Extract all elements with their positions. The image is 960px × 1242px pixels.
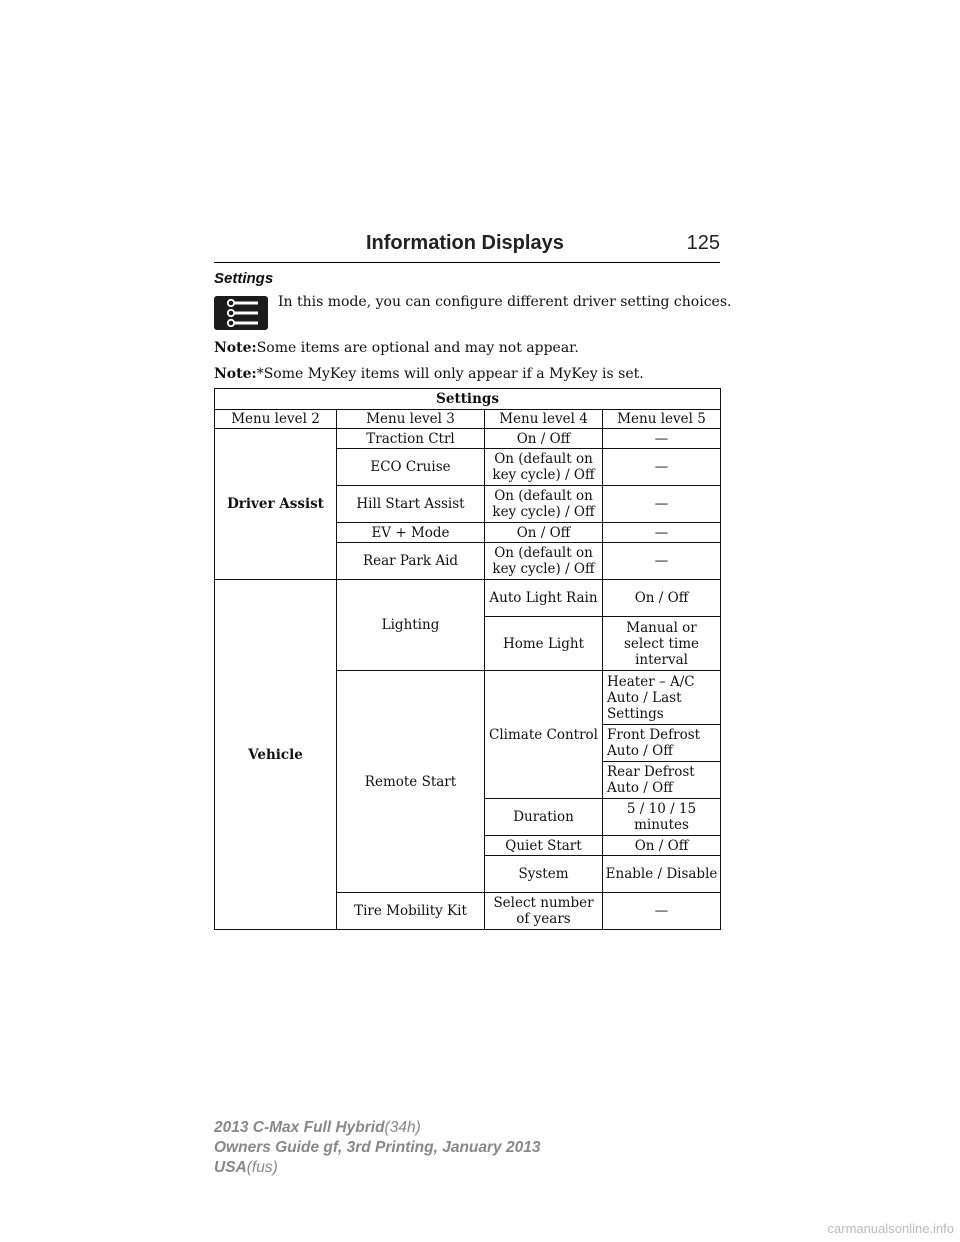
table-cell: On / Off	[603, 836, 721, 856]
note-label: Note:	[214, 340, 257, 356]
footer-edition: Owners Guide gf, 3rd Printing, January 2013	[214, 1139, 541, 1156]
table-cell: 5 / 10 / 15 minutes	[603, 799, 721, 836]
settings-list-icon	[214, 296, 268, 330]
table-cell: Quiet Start	[485, 836, 603, 856]
chapter-title: Information Displays	[366, 232, 564, 254]
table-cell: Manual or select time interval	[603, 617, 721, 671]
column-header: Menu level 4	[485, 410, 603, 429]
table-row	[215, 580, 721, 617]
table-cell: Home Light	[485, 617, 603, 671]
table-cell: —	[603, 893, 721, 930]
table-cell: Remote Start	[337, 671, 485, 893]
group-vehicle: Vehicle	[215, 580, 337, 930]
table-cell: Hill Start Assist	[337, 486, 485, 523]
table-cell: On / Off	[485, 523, 603, 543]
table-cell: Rear Defrost Auto / Off	[603, 762, 721, 799]
table-cell: —	[603, 523, 721, 543]
table-cell: Rear Park Aid	[337, 543, 485, 580]
table-cell: EV + Mode	[337, 523, 485, 543]
settings-table	[214, 388, 721, 930]
table-row	[215, 429, 721, 449]
note-text: Some items are optional and may not appear.	[256, 340, 579, 356]
footer-model: 2013 C-Max Full Hybrid	[214, 1119, 385, 1136]
table-cell: Duration	[485, 799, 603, 836]
footer-market: USA	[214, 1159, 247, 1176]
page-header	[214, 230, 720, 263]
table-header-row	[215, 410, 721, 429]
document-footer	[214, 1118, 540, 1178]
footer-model-code: (34h)	[384, 1119, 421, 1136]
table-cell: On (default on key cycle) / Off	[485, 486, 603, 523]
table-cell: —	[603, 486, 721, 523]
table-cell: On (default on key cycle) / Off	[485, 449, 603, 486]
table-title-row	[215, 389, 721, 410]
table-cell: —	[603, 449, 721, 486]
table-title: Settings	[215, 389, 721, 410]
footer-market-code: (fus)	[246, 1159, 278, 1176]
table-cell: Traction Ctrl	[337, 429, 485, 449]
table-cell: On / Off	[603, 580, 721, 617]
section-intro: In this mode, you can configure different driver setting choices.	[278, 294, 732, 310]
note-text: *Some MyKey items will only appear if a MyKey is set.	[256, 366, 644, 382]
table-cell: Enable / Disable	[603, 856, 721, 893]
table-cell: Select number of years	[485, 893, 603, 930]
section-title: Settings	[214, 270, 274, 287]
note	[214, 366, 644, 382]
table-cell: Front Defrost Auto / Off	[603, 725, 721, 762]
column-header: Menu level 5	[603, 410, 721, 429]
table-cell: —	[603, 543, 721, 580]
column-header: Menu level 2	[215, 410, 337, 429]
table-cell: Heater – A/C Auto / Last Settings	[603, 671, 721, 725]
table-cell: Climate Control	[485, 671, 603, 799]
table-cell: Tire Mobility Kit	[337, 893, 485, 930]
column-header: Menu level 3	[337, 410, 485, 429]
table-cell: System	[485, 856, 603, 893]
table-cell: ECO Cruise	[337, 449, 485, 486]
table-cell: —	[603, 429, 721, 449]
table-cell: On / Off	[485, 429, 603, 449]
note-label: Note:	[214, 366, 257, 382]
watermark-text: carmanualsonline.info	[827, 1221, 954, 1236]
group-driver-assist: Driver Assist	[215, 429, 337, 580]
table-cell: On (default on key cycle) / Off	[485, 543, 603, 580]
note	[214, 340, 579, 356]
table-cell: Lighting	[337, 580, 485, 671]
page-number: 125	[686, 232, 720, 254]
table-cell: Auto Light Rain	[485, 580, 603, 617]
